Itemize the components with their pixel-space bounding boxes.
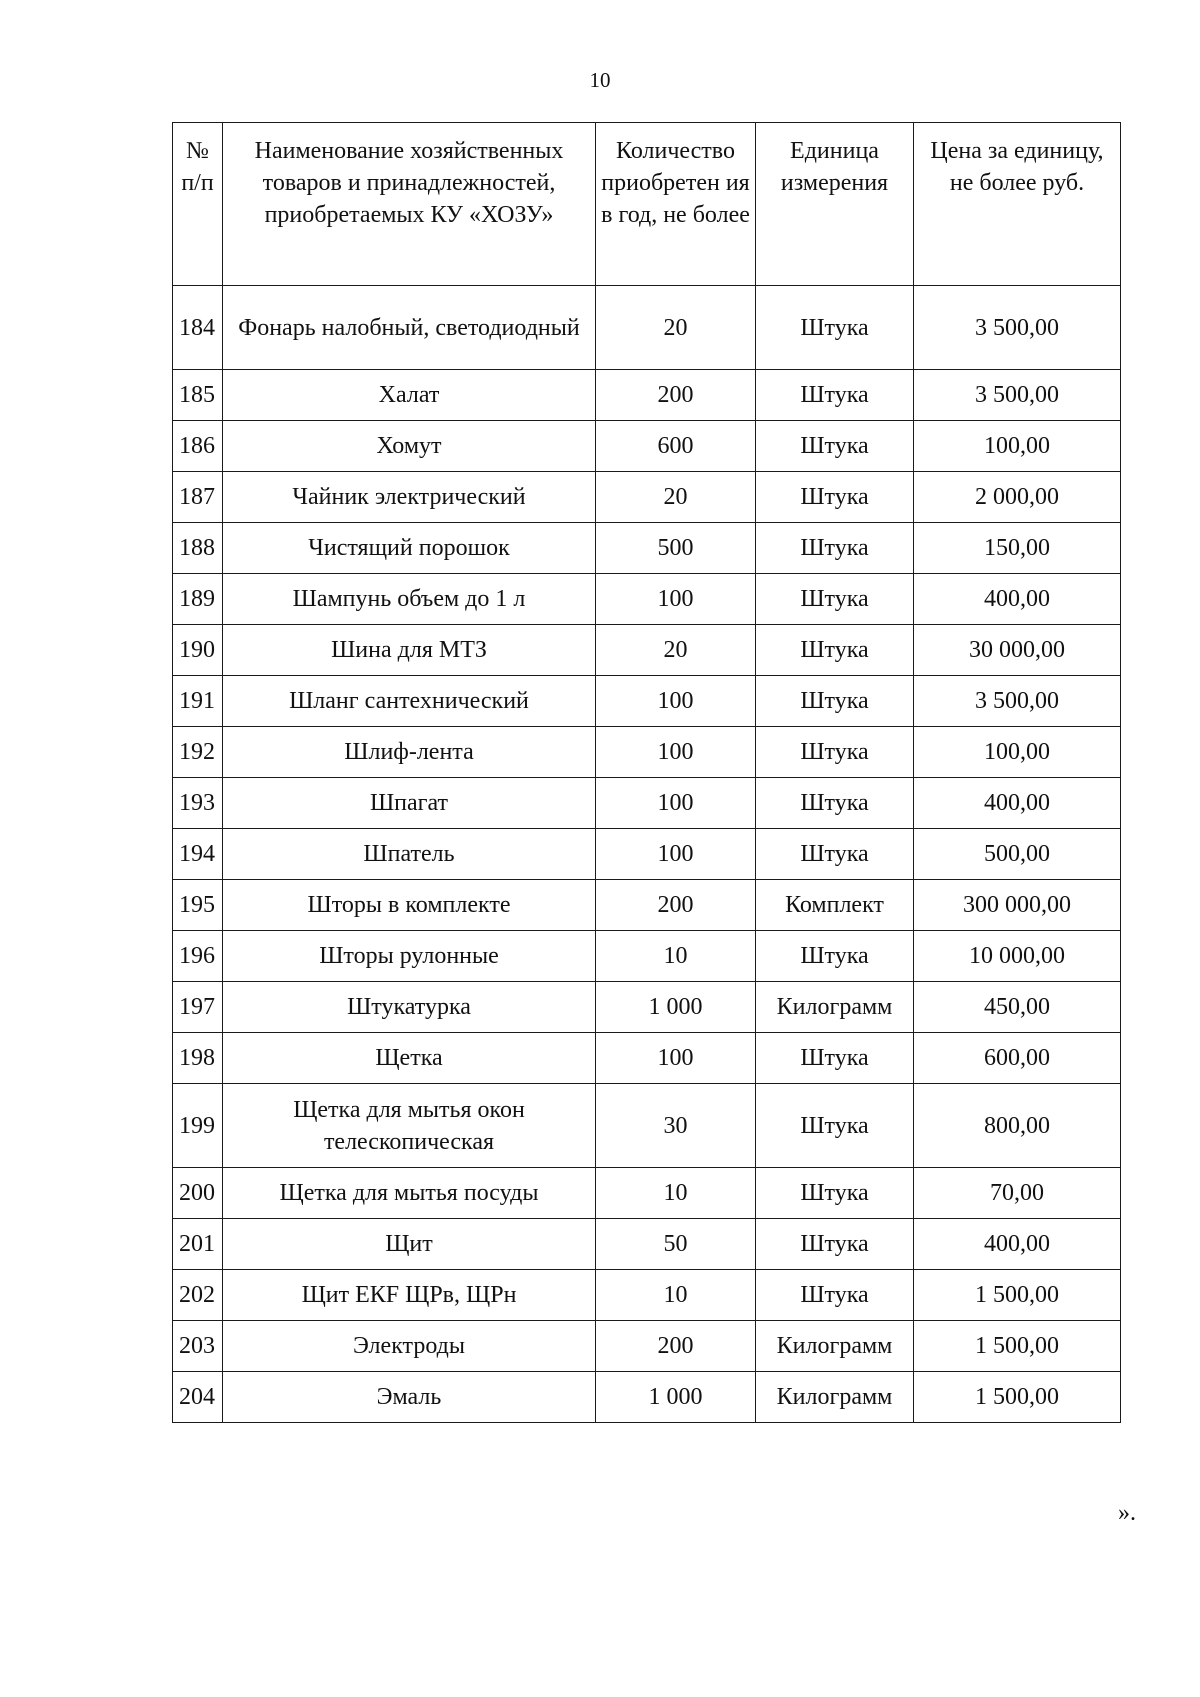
cell-price: 30 000,00 bbox=[914, 625, 1121, 676]
cell-name: Щетка для мытья посуды bbox=[223, 1168, 596, 1219]
closing-quote-mark: ». bbox=[1118, 1500, 1136, 1526]
table-row bbox=[173, 1219, 1121, 1270]
cell-number: 198 bbox=[173, 1033, 223, 1084]
table-row bbox=[173, 625, 1121, 676]
cell-number: 184 bbox=[173, 286, 223, 370]
cell-number: 202 bbox=[173, 1270, 223, 1321]
table-row bbox=[173, 523, 1121, 574]
cell-name: Чистящий порошок bbox=[223, 523, 596, 574]
cell-unit: Комплект bbox=[756, 880, 914, 931]
cell-unit: Штука bbox=[756, 1270, 914, 1321]
cell-quantity: 100 bbox=[596, 676, 756, 727]
cell-price: 100,00 bbox=[914, 727, 1121, 778]
cell-price: 70,00 bbox=[914, 1168, 1121, 1219]
cell-unit: Штука bbox=[756, 829, 914, 880]
cell-number: 185 bbox=[173, 370, 223, 421]
cell-name: Шторы рулонные bbox=[223, 931, 596, 982]
cell-unit: Штука bbox=[756, 370, 914, 421]
cell-quantity: 200 bbox=[596, 880, 756, 931]
cell-name: Шампунь объем до 1 л bbox=[223, 574, 596, 625]
cell-quantity: 20 bbox=[596, 472, 756, 523]
cell-price: 1 500,00 bbox=[914, 1321, 1121, 1372]
cell-unit: Килограмм bbox=[756, 1372, 914, 1423]
cell-price: 3 500,00 bbox=[914, 370, 1121, 421]
cell-number: 201 bbox=[173, 1219, 223, 1270]
cell-unit: Штука bbox=[756, 574, 914, 625]
cell-price: 800,00 bbox=[914, 1084, 1121, 1168]
cell-number: 199 bbox=[173, 1084, 223, 1168]
cell-price: 10 000,00 bbox=[914, 931, 1121, 982]
cell-number: 189 bbox=[173, 574, 223, 625]
cell-name: Щит bbox=[223, 1219, 596, 1270]
table-header-row bbox=[173, 123, 1121, 286]
table-row bbox=[173, 676, 1121, 727]
cell-number: 186 bbox=[173, 421, 223, 472]
cell-quantity: 100 bbox=[596, 1033, 756, 1084]
table-row bbox=[173, 574, 1121, 625]
page-number: 10 bbox=[589, 68, 611, 92]
cell-number: 191 bbox=[173, 676, 223, 727]
cell-quantity: 500 bbox=[596, 523, 756, 574]
cell-name: Шина для МТЗ bbox=[223, 625, 596, 676]
cell-number: 194 bbox=[173, 829, 223, 880]
cell-quantity: 20 bbox=[596, 625, 756, 676]
cell-name: Шпагат bbox=[223, 778, 596, 829]
cell-name: Шторы в комплекте bbox=[223, 880, 596, 931]
cell-quantity: 600 bbox=[596, 421, 756, 472]
cell-quantity: 20 bbox=[596, 286, 756, 370]
cell-number: 193 bbox=[173, 778, 223, 829]
cell-number: 190 bbox=[173, 625, 223, 676]
cell-quantity: 10 bbox=[596, 1270, 756, 1321]
cell-unit: Килограмм bbox=[756, 982, 914, 1033]
cell-unit: Штука bbox=[756, 1033, 914, 1084]
cell-quantity: 100 bbox=[596, 727, 756, 778]
cell-quantity: 200 bbox=[596, 370, 756, 421]
table-row bbox=[173, 880, 1121, 931]
cell-quantity: 10 bbox=[596, 931, 756, 982]
cell-quantity: 50 bbox=[596, 1219, 756, 1270]
table-row bbox=[173, 1168, 1121, 1219]
cell-quantity: 100 bbox=[596, 778, 756, 829]
cell-name: Чайник электрический bbox=[223, 472, 596, 523]
header-name: Наименование хозяйственных товаров и принадлежностей, приобретаемых КУ «ХОЗУ» bbox=[223, 123, 596, 286]
cell-name: Шпатель bbox=[223, 829, 596, 880]
table-row bbox=[173, 1270, 1121, 1321]
cell-price: 150,00 bbox=[914, 523, 1121, 574]
cell-price: 500,00 bbox=[914, 829, 1121, 880]
cell-unit: Штука bbox=[756, 1219, 914, 1270]
cell-name: Электроды bbox=[223, 1321, 596, 1372]
table-row bbox=[173, 778, 1121, 829]
cell-number: 196 bbox=[173, 931, 223, 982]
table-body bbox=[173, 286, 1121, 1423]
cell-price: 3 500,00 bbox=[914, 286, 1121, 370]
table-row bbox=[173, 931, 1121, 982]
cell-quantity: 200 bbox=[596, 1321, 756, 1372]
cell-quantity: 10 bbox=[596, 1168, 756, 1219]
table-row bbox=[173, 370, 1121, 421]
cell-number: 203 bbox=[173, 1321, 223, 1372]
cell-number: 195 bbox=[173, 880, 223, 931]
cell-number: 200 bbox=[173, 1168, 223, 1219]
cell-quantity: 1 000 bbox=[596, 982, 756, 1033]
cell-number: 192 bbox=[173, 727, 223, 778]
goods-table bbox=[172, 122, 1121, 1423]
table-row bbox=[173, 829, 1121, 880]
table-row bbox=[173, 1033, 1121, 1084]
cell-unit: Штука bbox=[756, 1168, 914, 1219]
table-row bbox=[173, 421, 1121, 472]
table-row bbox=[173, 286, 1121, 370]
cell-unit: Штука bbox=[756, 676, 914, 727]
cell-unit: Штука bbox=[756, 931, 914, 982]
cell-price: 400,00 bbox=[914, 1219, 1121, 1270]
cell-unit: Штука bbox=[756, 778, 914, 829]
cell-quantity: 100 bbox=[596, 574, 756, 625]
cell-number: 204 bbox=[173, 1372, 223, 1423]
cell-name: Шлиф-лента bbox=[223, 727, 596, 778]
cell-name: Штукатурка bbox=[223, 982, 596, 1033]
cell-price: 400,00 bbox=[914, 778, 1121, 829]
cell-number: 187 bbox=[173, 472, 223, 523]
cell-unit: Штука bbox=[756, 421, 914, 472]
table-row bbox=[173, 1084, 1121, 1168]
header-price: Цена за единицу, не более руб. bbox=[914, 123, 1121, 286]
table-row bbox=[173, 1372, 1121, 1423]
cell-price: 450,00 bbox=[914, 982, 1121, 1033]
cell-price: 1 500,00 bbox=[914, 1372, 1121, 1423]
cell-price: 2 000,00 bbox=[914, 472, 1121, 523]
cell-name: Щетка для мытья окон телескопическая bbox=[223, 1084, 596, 1168]
header-unit: Единица измерения bbox=[756, 123, 914, 286]
cell-quantity: 100 bbox=[596, 829, 756, 880]
cell-name: Щит ЕКF ЩРв, ЩРн bbox=[223, 1270, 596, 1321]
table-row bbox=[173, 472, 1121, 523]
table-row bbox=[173, 727, 1121, 778]
header-number: № п/п bbox=[173, 123, 223, 286]
cell-price: 3 500,00 bbox=[914, 676, 1121, 727]
cell-price: 600,00 bbox=[914, 1033, 1121, 1084]
cell-name: Фонарь налобный, светодиодный bbox=[223, 286, 596, 370]
cell-name: Щетка bbox=[223, 1033, 596, 1084]
cell-name: Шланг сантехнический bbox=[223, 676, 596, 727]
cell-price: 1 500,00 bbox=[914, 1270, 1121, 1321]
cell-number: 197 bbox=[173, 982, 223, 1033]
cell-unit: Штука bbox=[756, 286, 914, 370]
table-row bbox=[173, 982, 1121, 1033]
header-quantity: Количество приобретен ия в год, не более bbox=[596, 123, 756, 286]
cell-unit: Килограмм bbox=[756, 1321, 914, 1372]
cell-name: Хомут bbox=[223, 421, 596, 472]
cell-name: Халат bbox=[223, 370, 596, 421]
table-row bbox=[173, 1321, 1121, 1372]
cell-unit: Штука bbox=[756, 625, 914, 676]
cell-price: 100,00 bbox=[914, 421, 1121, 472]
cell-price: 400,00 bbox=[914, 574, 1121, 625]
cell-unit: Штука bbox=[756, 727, 914, 778]
cell-unit: Штука bbox=[756, 523, 914, 574]
cell-name: Эмаль bbox=[223, 1372, 596, 1423]
cell-unit: Штука bbox=[756, 1084, 914, 1168]
cell-number: 188 bbox=[173, 523, 223, 574]
cell-quantity: 30 bbox=[596, 1084, 756, 1168]
cell-quantity: 1 000 bbox=[596, 1372, 756, 1423]
cell-unit: Штука bbox=[756, 472, 914, 523]
cell-price: 300 000,00 bbox=[914, 880, 1121, 931]
